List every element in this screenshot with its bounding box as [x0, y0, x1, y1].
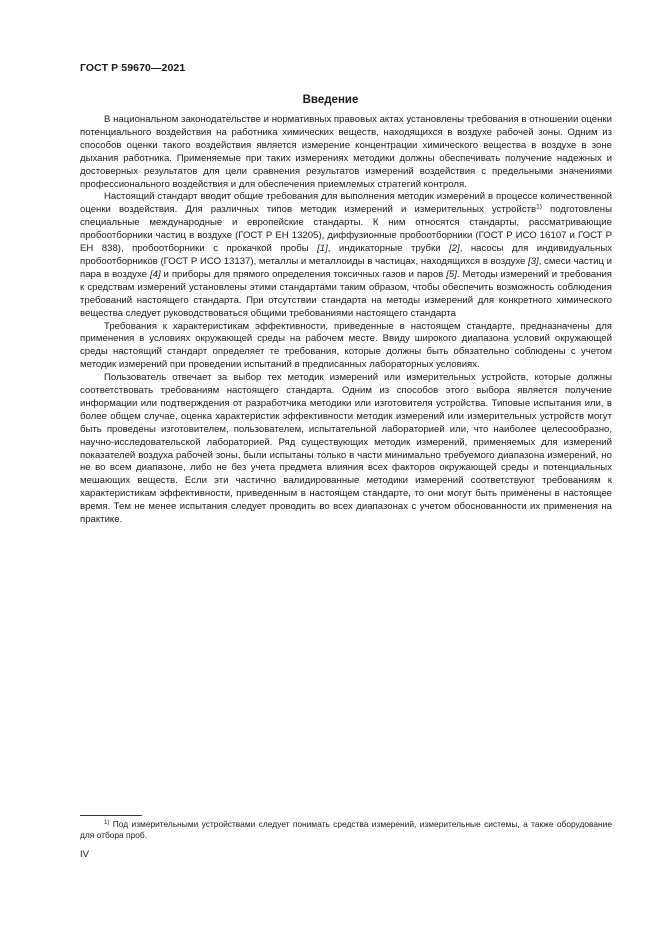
paragraph: [80, 114, 612, 191]
text-run: , насосы для индивидуальных пробоотборников (ГОСТ Р ИСО 13137), металлы и металлоиды в частицах, находящихся в воздухе: [80, 243, 613, 267]
paragraph: [80, 191, 612, 320]
text-run: , индикаторные трубки: [327, 243, 450, 255]
bibliography-reference: [2]: [449, 243, 460, 255]
document-id: ГОСТ Р 59670—2021: [80, 62, 186, 74]
footnote-marker: 1): [104, 820, 110, 826]
text-run: , смеси частиц и пара в воздухе: [80, 255, 612, 280]
bibliography-reference: [5]: [446, 268, 457, 280]
text-run: Требования к характеристикам эффективности, приведенные в настоящем стандарте, предназначены для применения в условиях окружающей среды на рабочем месте. Ввиду широкого диапазона условий окружающей среды настоящий стандарт определяет те требования, которые должны быть обязательно соблюдены с учетом методик измерений при проведении испытаний в предписанных лабораторных условиях.: [80, 320, 612, 371]
text-run: В национальном законодательстве и нормативных правовых актах установлены требования в отношении оценки потенциального воздействия на работника химических веществ, находящихся в воздухе рабочей зоны. Одним из способов оценки такого воздействия является измерение концентрации химического вещества в воздухе в зоне дыхания работника. Применяемые при таких измерениях методики должны обеспечивать получение надежных и достоверных результатов для цели сравнения результатов измерений воздействия с предельными значениями профессионального воздействия и для обеспечения приемлемых стратегий контроля.: [80, 114, 612, 190]
footnote-body: Под измерительными устройствами следует понимать средства измерений, измерительные системы, а также оборудование для отбора проб.: [80, 819, 612, 841]
text-run: Пользователь отвечает за выбор тех методик измерений или измерительных устройств, которые должны соответствовать требованиям настоящего стандарта. Одним из способов этого выбора является получение информации или подтверждения от разработчика методики или изготовителя устройства. Типовые испытания или, в более общем случае, оценка характеристик эффективности методик измерений или измерительных устройств могут быть проведены изготовителем, пользователем, испытательной лабораторией или, что наиболее целесообразно, научно-исследовательской лабораторией. Ряд существующих методик измерений, применяемых для измерений показателей воздуха рабочей зоны, были испытаны только в части минимально требуемого диапазона измерений, но не во всем диапазоне, либо не без учета предмета влияния всех факторов окружающей среды и потенциальных мешающих веществ. Если эти частично валидированные методики измерений соответствуют требованиям к характеристикам эффективности, приведенным в настоящем стандарте, то они могут быть применены в настоящее время. Тем не менее испытания следует проводить во всех диапазонах с учетом обоснованности их применения на практике.: [80, 372, 612, 526]
bibliography-reference: [3]: [528, 255, 539, 267]
text-run: Настоящий стандарт вводит общие требования для выполнения методик измерений в процессе количественной оценки воздействия. Для различных типов методик измерений и измерительных устройств: [80, 191, 612, 216]
footnote: [80, 819, 612, 841]
paragraph: [80, 372, 612, 527]
bibliography-reference: [4]: [149, 268, 161, 280]
text-run: . Методы измерений и требования к средствам измерений установлены этими стандартами таким образом, чтобы обеспечить возможность соблюдения требований настоящего стандарта. При отсутствии стандарта на методы измерений для конкретного химического вещества следует руководствоваться общими требованиями настоящего стандарта: [80, 268, 612, 319]
footnote-text: [80, 819, 612, 841]
text-run: подготовлены специальные международные и европейские стандарты. К ним относятся стандарты, рассматривающие пробоотборники частиц в воздухе (ГОСТ Р ЕН 13205), диффузионные пробоотборники (ГОСТ Р ИСО 16107 и ГОСТ Р ЕН 838), пробоотборники с прокачкой пробы: [80, 204, 612, 255]
text-run: и приборы для прямого определения токсичных газов и паров: [160, 268, 447, 280]
footnote-separator: [80, 815, 142, 816]
section-body: [80, 114, 612, 527]
footnote-reference: 1): [536, 203, 542, 211]
paragraph: [80, 321, 612, 373]
section-title: Введение: [302, 94, 359, 106]
bibliography-reference: [1]: [317, 243, 328, 255]
page-number: IV: [80, 849, 90, 860]
